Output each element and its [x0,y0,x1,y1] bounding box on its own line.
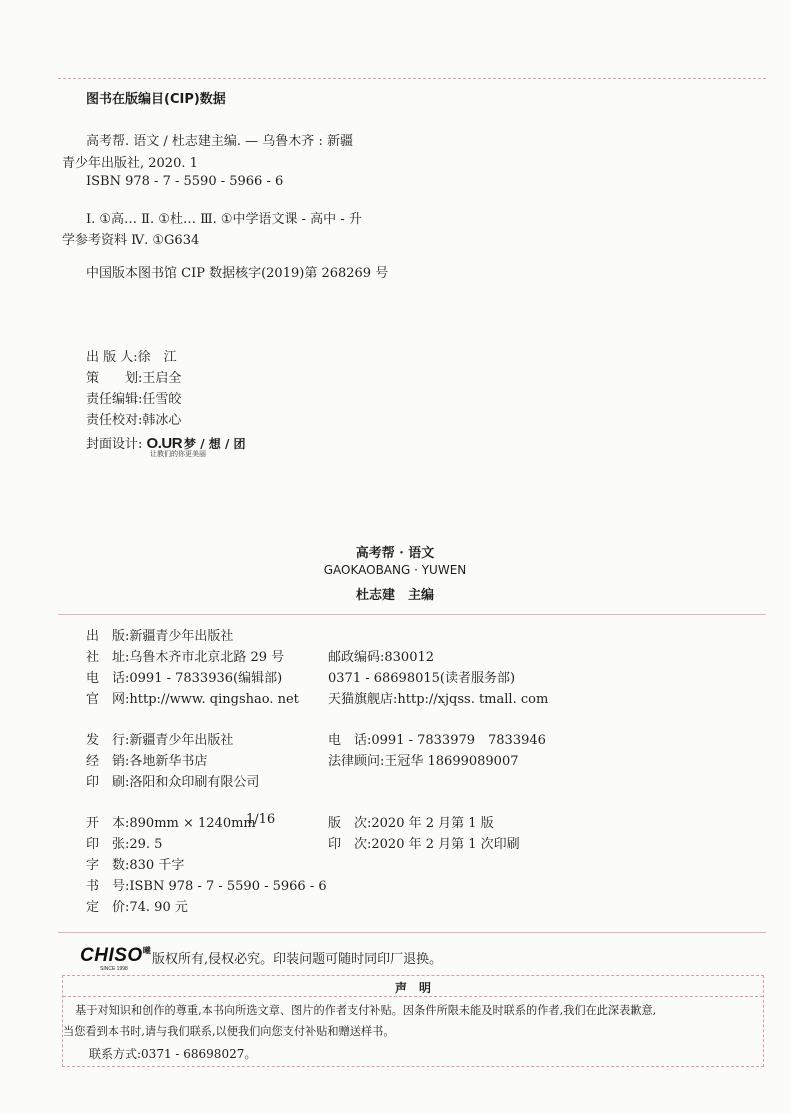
cip-record: 中国版本图书馆 CIP 数据核字(2019)第 268269 号 [86,266,389,281]
chiso-logo [80,945,151,972]
dist-phone: 电 话:0991 - 7833979 7833946 [328,733,546,748]
cip-isbn: ISBN 978 - 7 - 5590 - 5966 - 6 [86,174,284,189]
pub-tmall-store[interactable]: 天猫旗舰店:http://xjqss. tmall. com [328,692,549,707]
top-divider [58,78,766,79]
staff-label: 责任编辑: [86,392,143,407]
info-divider [58,614,766,615]
staff-planner [86,367,181,386]
spec-price: 定 价:74. 90 元 [86,900,188,915]
spec-printing: 印 次:2020 年 2 月第 1 次印刷 [328,837,520,852]
pub-phone: 电 话:0991 - 7833936(编辑部) [86,671,283,686]
book-editor: 杜志建 主编 [355,588,434,603]
notice-contact: 联系方式:0371 - 68698027。 [89,1047,257,1061]
notice-title-rule [63,996,763,997]
dist-printer: 印 刷:洛阳和众印刷有限公司 [86,775,260,790]
dist-distributor: 发 行:新疆青少年出版社 [86,733,234,748]
spec-word-count: 字 数:830 千字 [86,858,185,873]
cover-design-label: 封面设计: [86,437,143,452]
cip-line-1: 高考帮. 语文 / 杜志建主编. — 乌鲁木齐 : 新疆 [86,134,353,149]
spec-sheets: 印 张:29. 5 [86,837,163,852]
pub-postcode: 邮政编码:830012 [328,650,435,665]
cip-class-2: 学参考资料 Ⅳ. ①G634 [62,233,200,248]
staff-editor [86,388,181,407]
cip-heading: 图书在版编目(CIP)数据 [86,92,226,107]
staff-value: 徐 江 [137,350,177,365]
spec-fold: 1/16 [246,812,276,827]
our-logo-tagline: 让教们的你更美丽 [150,450,206,458]
spec-edition: 版 次:2020 年 2 月第 1 版 [328,816,494,831]
notice-line-2: 当您看到本书时,请与我们联系,以便我们向您支付补贴和赠送样书。 [63,1025,395,1038]
staff-value: 任雪皎 [142,392,182,407]
notice-box [62,975,764,1067]
pub-reader-service: 0371 - 68698015(读者服务部) [328,671,516,686]
copyright-divider [58,932,766,933]
book-pinyin: GAOKAOBANG · YUWEN [323,563,467,577]
staff-proofreader [86,409,181,428]
cip-class-1: Ⅰ. ①高… Ⅱ. ①杜… Ⅲ. ①中学语文课 - 高中 - 升 [86,212,362,227]
staff-label: 出 版 人: [86,350,138,365]
pub-address: 社 址:乌鲁木齐市北京北路 29 号 [86,650,285,665]
copyright-text: 版权所有,侵权必究。印装问题可随时同印厂退换。 [152,952,443,967]
staff-value: 王启全 [142,371,182,386]
cip-line-2: 青少年出版社, 2020. 1 [62,156,198,171]
our-logo: O.UR [146,435,183,452]
book-title: 高考帮 · 语文 [355,546,435,561]
dist-seller: 经 销:各地新华书店 [86,754,208,769]
notice-line-1: 基于对知识和创作的尊重,本书向所选文章、图片的作者支付补贴。因条件所限未能及时联系的作者,我们在此深表歉意, [75,1004,657,1017]
chiso-wordmark: CHISO [80,945,143,966]
staff-publisher [86,346,177,365]
chiso-since: SINCE 1998 [100,966,128,972]
our-logo-cn: 梦 / 想 / 团 [184,437,246,451]
spec-isbn: 书 号:ISBN 978 - 7 - 5590 - 5966 - 6 [86,879,327,894]
pub-website[interactable]: 官 网:http://www. qingshao. net [86,692,299,707]
pub-publisher: 出 版:新疆青少年出版社 [86,629,234,644]
staff-label: 责任校对: [86,413,143,428]
dist-legal-advisor: 法律顾问:王冠华 18699089007 [328,754,519,769]
notice-title: 声 明 [394,981,431,995]
staff-label: 策 划: [86,371,143,386]
staff-value: 韩冰心 [142,413,182,428]
spec-format: 开 本:890mm × 1240mm [86,816,256,831]
chiso-mark: 曦 [142,945,151,955]
